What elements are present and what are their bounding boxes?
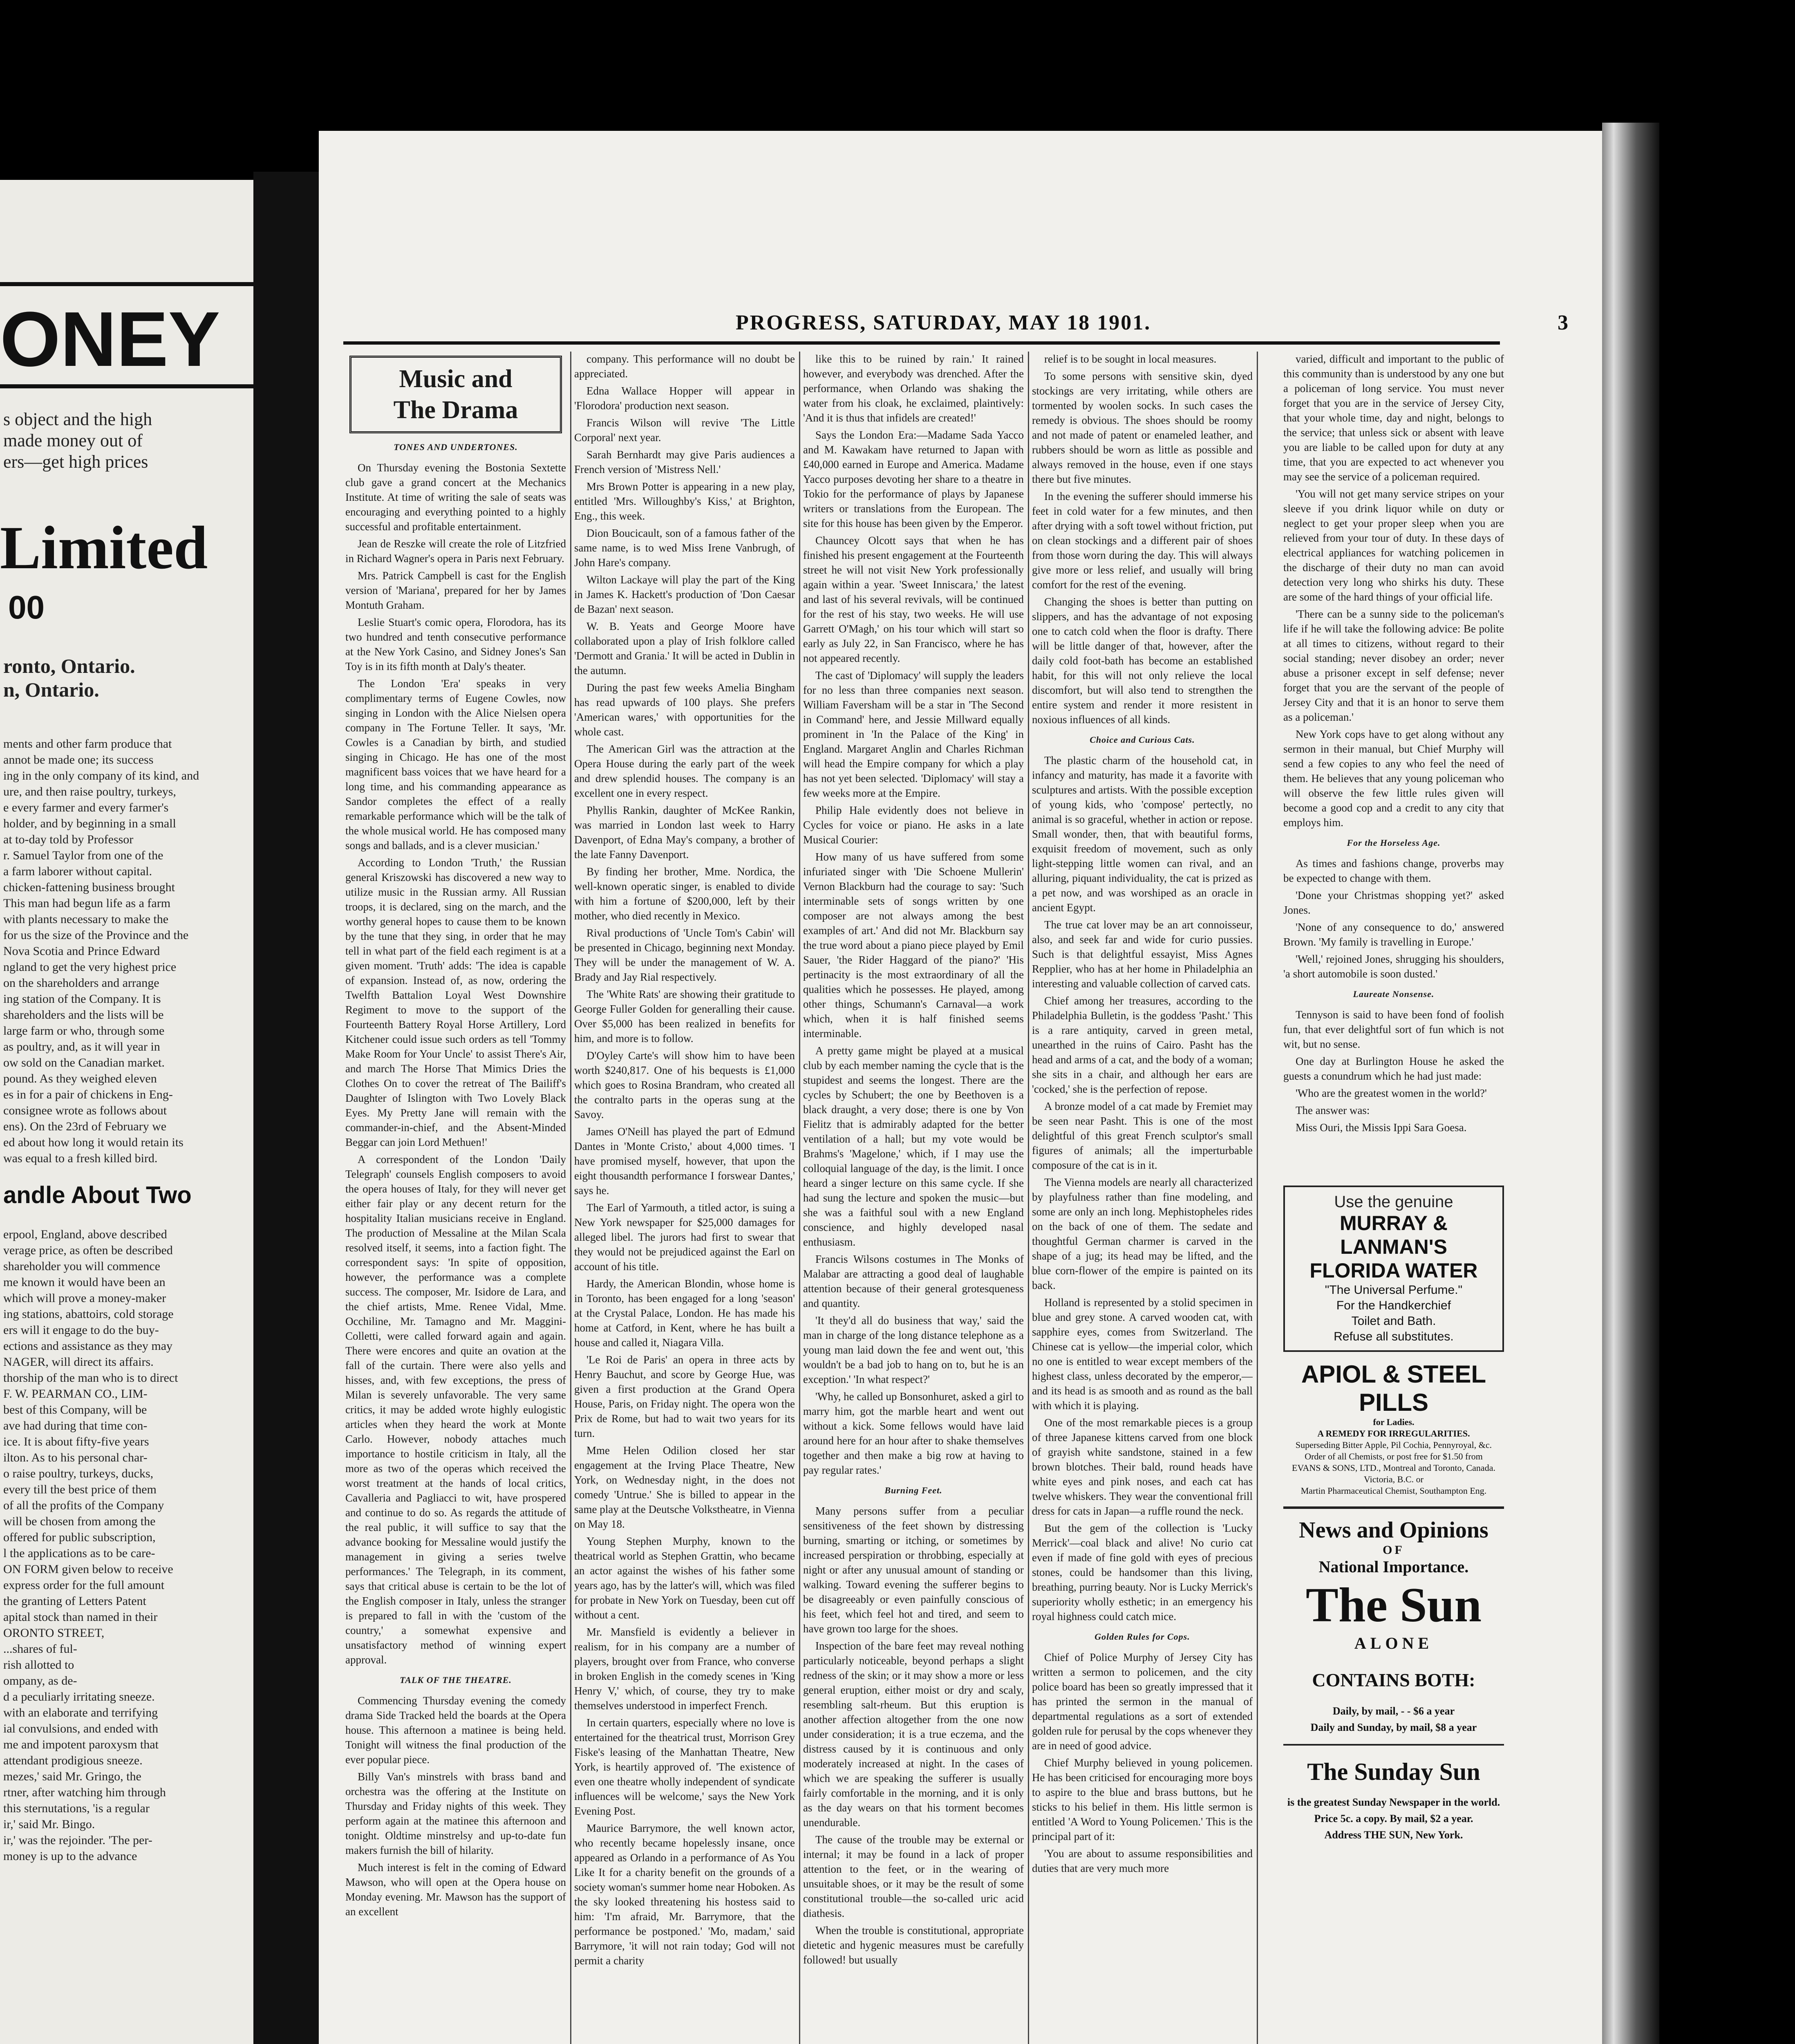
article-paragraph: 'None of any consequence to do,' answered Brown. 'My family is travelling in Europe.' — [1283, 921, 1504, 948]
column-1-articles — [345, 460, 566, 1667]
article-paragraph: varied, difficult and important to the public of this community than is understood by any one but a policeman of long service. You must never forget that you are in the service of Jersey City, that your whole time, day and night, belongs to the service; that unless sick or absent with leave you are liable to be called upon for duty at any time, that you are expected to act whenever you may see the service of a policeman required. — [1283, 353, 1504, 483]
cats-article — [1032, 753, 1253, 1624]
article-paragraph: 'There can be a sunny side to the policeman's life if he will take the following advice: Be polite at all times to citizens, without regard to their social standing; never disobey an order; never abuse a prisoner except in self defense; never forget that you are the servant of the people of Jersey City and that it is an honor to serve them as a policeman.' — [1283, 608, 1504, 723]
left-body-line: me known it would have been an — [3, 1275, 166, 1289]
left-body-line: d a peculiarly irritating sneeze. — [3, 1690, 155, 1703]
music-heading-line-1: Music and — [399, 365, 513, 393]
florida-ad-line-3: Refuse all substitutes. — [1334, 1330, 1454, 1343]
burning-feet-subhead: Burning Feet. — [884, 1485, 942, 1495]
column-4-articles — [1032, 352, 1253, 727]
article-paragraph: A pretty game might be played at a musical club by each member naming the cycle that is the stupidest and seems the longest. There are the cycles by Schubert; the one by Beethoven is a black draught, a very dose; there is one by Von Fielitz that is admirably adapted for the better ventilation of a hall; but my vote would be Brahms's 'Magelone,' which, if I may use the colloquial language of the day, is the limit. I once heard a singer lecture on this same cycle. If she had sung the lecture and spoken the music—but she was a faithful soul with a new England conscience, and highly developed nasal enthusiasm. — [803, 1044, 1024, 1248]
tones-subhead: TONES AND UNDERTONES. — [394, 442, 518, 452]
left-body-line: ORONTO STREET, — [3, 1626, 105, 1640]
left-body-line: money is up to the advance — [3, 1849, 137, 1863]
sun-divider — [1283, 1744, 1504, 1746]
left-body-line: at to-day told by Professor — [3, 833, 134, 846]
left-body-line: ments and other farm produce that — [3, 737, 172, 751]
article-paragraph: The Vienna models are nearly all characterized by playfulness rather than fine modeling, and some are only an inch long. Mephistopheles rides on the back of one of them. The sedate and thoughtful German charmer is carved in the shape of a jug; its head may be lifted, and the blue corn-flower of the empire is painted on its back. — [1032, 1176, 1253, 1291]
left-body-line: ir,' was the rejoinder. 'The per- — [3, 1833, 152, 1847]
left-body-line: the granting of Letters Patent — [3, 1594, 146, 1608]
article-paragraph: Dion Boucicault, son of a famous father of the same name, is to wed Miss Irene Vanbrugh, of John Hare's company. — [574, 527, 795, 569]
article-paragraph: Young Stephen Murphy, known to the theatrical world as Stephen Grattin, who became an actor against the wishes of his father some years ago, has by the latter's will, which was filed for probate in New York on Tuesday, been cut off without a cent. — [574, 1535, 795, 1621]
left-body-line: a farm laborer without capital. — [3, 865, 152, 878]
article-paragraph: A bronze model of a cat made by Fremiet may be seen near Pasht. This is one of the most delightful of this great French sculptor's small figures of animals; all the imperturbable composure of the cat is in it. — [1032, 1100, 1253, 1171]
left-body-line: ow sold on the Canadian market. — [3, 1056, 165, 1069]
article-paragraph: Phyllis Rankin, daughter of McKee Rankin, was married in London last week to Harry Davenport, of Edna May's company, a brother of the late Fanny Davenport. — [574, 804, 795, 861]
article-paragraph: Jean de Reszke will create the role of Litzfried in Richard Wagner's opera in Paris next February. — [345, 538, 566, 565]
left-body-line: as poultry, and, as it will year in — [3, 1040, 160, 1053]
left-body-line: verage price, as often be described — [3, 1244, 173, 1257]
left-body-line: ial convulsions, and ended with — [3, 1722, 159, 1735]
masthead-rule — [343, 341, 1500, 345]
article-paragraph: During the past few weeks Amelia Bingham has read upwards of 100 plays. She prefers 'American wares,' with opportunities for the whole cast. — [574, 681, 795, 738]
horseless-age-subhead: For the Horseless Age. — [1347, 838, 1441, 848]
left-body-line: pound. As they weighed eleven — [3, 1072, 157, 1085]
article-paragraph: The cause of the trouble may be external or internal; it may be found in a lack of proper attention to the feet, or in the wearing of unsuitable shoes, or it may be the result of some constitutional trouble—the so-called uric acid diathesis. — [803, 1833, 1024, 1919]
article-paragraph: Inspection of the bare feet may reveal nothing particularly noticeable, beyond perhaps a slight redness of the skin; or it may show a more or less general eruption, either moist or dry and scaly, resembling salt-rheum. But this eruption is another affection altogether from the one now under consideration; it is a true eczema, and the distress caused by it is continuous and only moderately increased at night. In the cases of which we are speaking the sufferer is usually fairly comfortable in the morning, and it is only as the day wears on that his torment becomes unendurable. — [803, 1640, 1024, 1829]
article-paragraph: Mrs Brown Potter is appearing in a new play, entitled 'Mrs. Willoughby's Kiss,' at Brighton, Eng., this week. — [574, 480, 795, 522]
article-paragraph: In the evening the sufferer should immerse his feet in cold water for a few minutes, and then after drying with a soft towel without friction, put on clean stockings and a different pair of shoes from those worn during the day. This will always give more or less relief, and usually will bring comfort for the rest of the evening. — [1032, 490, 1253, 591]
column-3-articles — [803, 352, 1024, 1477]
article-paragraph: Sarah Bernhardt may give Paris audiences a French version of 'Mistress Nell.' — [574, 448, 795, 475]
apiol-line-4: Martin Pharmaceutical Chemist, Southampton Eng. — [1300, 1486, 1487, 1496]
article-paragraph: Changing the shoes is better than putting on slippers, and has the advantage of not exposing one to catch cold when the floor is drafty. There will be little danger of that, however, after the daily cold foot-bath has become an established habit, for this will not only relieve the local discomfort, but will also tend to strengthen the entire system and render it more resistent in noxious influences of all kinds. — [1032, 596, 1253, 726]
sun-title: The Sun — [1305, 1578, 1482, 1632]
article-paragraph: Francis Wilsons costumes in The Monks of Malabar are attracting a good deal of laughable attention because of their general grotesqueness and quantity. — [803, 1253, 1024, 1309]
left-body-line: ections and assistance as they may — [3, 1339, 173, 1353]
florida-water-ad — [1283, 1186, 1504, 1352]
left-body-block-2 — [3, 1226, 248, 1864]
column-1 — [345, 352, 566, 2044]
page-edge — [1602, 123, 1659, 2044]
article-paragraph: 'It they'd all do business that way,' said the man in charge of the long distance telephone as a young man laid down the fee and went out, 'this wouldn't be a bad job to hang on to, but he is an exception.' 'In what respect?' — [803, 1314, 1024, 1385]
article-paragraph: According to London 'Truth,' the Russian general Kriszowski has discovered a new way to utilize music in the Russian army. All Russian troops, it is declared, sing on the march, and the worthy general hopes to cause them to be known by the tune that they sing, in order that he may tell in what part of the field each regiment is at a given moment. 'Truth' adds: 'The idea is capable of expansion. Instead of, as now, ordering the Twelfth Battalion Loyal West Downshire Regiment to move to the support of the Fourteenth Battery Royal Horse Artillery, Lord Kitchener could issue such orders as tell 'Tommy Make Room for Your Uncle' to assist There's Air, and march The Horse That Mimics Dries the Clothes On to cover the retreat of The Bailiff's Daughter of Islington with Two Lovely Black Eyes. My Pretty Jane will remain with the commander-in-chief, and the Absent-Minded Beggar can join Lord Methuen!' — [345, 856, 566, 1148]
article-paragraph: 'Le Roi de Paris' an opera in three acts by Henry Bauchut, and score by George Hue, was given a first production at the Grand Opera House, Paris, on Friday night. The opera won the Prix de Rome, but had to wait two years for its turn. — [574, 1354, 795, 1439]
article-paragraph: 'Well,' rejoined Jones, shrugging his shoulders, 'a short automobile is soon dusted.' — [1283, 953, 1504, 980]
left-limited: Limited — [0, 514, 208, 582]
masthead — [368, 311, 1569, 339]
article-paragraph: A correspondent of the London 'Daily Telegraph' counsels English composers to avoid the opera houses of Italy, for they will never get either fair play or any decent return for the hospitality Italian musicians receive in England. The production of Messaline at the Milan Scala resolved itself, it seems, into a faction fight. The correspondent says: 'In spite of opposition, however, the performance was a complete success. The composer, Mr. Isidore de Lara, and the chief artists, Mme. Renee Vidal, Mme. Occhiline, Mr. Tamagno and Mr. Maggini-Colletti, were called forward again and again. There were encores and quite an ovation at the fall of the curtain. There were also yells and hisses, and, with few exceptions, the press of Milan is severely unfavorable. The very same critics, it may be added wrote highly eulogistic articles when they heard the work at Monte Carlo. However, nobody attaches much importance to hostile criticism in Italy, all the more as two of the operas which received the worst treatment at the hands of local critics, Cavalleria and Pagliacci to wit, have prospered and continue to do so. As regards the attitude of the real public, it will suffice to say that the advance booking for Messaline would justify the management in giving a series twelve performances.' The Telegraph, in its comment, says that critical abuse is certain to be the lot of the English composer in Italy, unless the stranger is prepared to fall in with the 'custom of the country,' a somewhat expensive and unsatisfactory method of winning expert approval. — [345, 1153, 566, 1666]
left-body-line: ilton. As to his personal char- — [3, 1451, 148, 1464]
article-paragraph: James O'Neill has played the part of Edmund Dantes in 'Monte Cristo,' about 4,000 times. 'I have promised myself, however, that upon the eight thousandth performance I forswear Dantes,' says he. — [574, 1125, 795, 1197]
article-paragraph: The 'White Rats' are showing their gratitude to George Fuller Golden for generalling their cause. Over $5,000 has been realized in benefits for him, and more is to follow. — [574, 988, 795, 1044]
article-paragraph: Chief among her treasures, according to the Philadelphia Bulletin, is the goddess 'Pasht.' This is a rare antiquity, carved in green metal, unearthed in the ruins of Cairo. Pasht has the head and arms of a cat, and the body of a woman; she sits in a chair, and although her ears are 'cocked,' she is the perfection of repose. — [1032, 995, 1253, 1095]
column-2-articles — [574, 352, 795, 1968]
apiol-for-ladies: for Ladies. — [1373, 1417, 1415, 1427]
left-body-line: ure, and then raise poultry, turkeys, — [3, 785, 176, 798]
florida-ad-brand-2: FLORIDA WATER — [1309, 1259, 1478, 1282]
left-body-line: ave had during that time con- — [3, 1419, 148, 1432]
article-paragraph: like this to be ruined by rain.' It rained however, and everybody was drenched. After the performance, when Orlando was shaking the water from his cloak, he exclaimed, plaintively: 'And it is thus that infidels are created!' — [803, 353, 1024, 424]
column-3 — [803, 352, 1024, 2044]
article-paragraph: Mrs. Patrick Campbell is cast for the English version of 'Mariana', prepared for her by James Montuth Graham. — [345, 569, 566, 611]
left-place-2: n, Ontario. — [3, 678, 99, 701]
left-intro-2: made money out of — [3, 430, 143, 450]
golden-rules-subhead: Golden Rules for Cops. — [1094, 1632, 1190, 1642]
article-paragraph: The London 'Era' speaks in very complimentary terms of Eugene Cowles, now singing in London with the Alice Nielsen opera company in The Fortune Teller. It says, 'Mr. Cowles is a Canadian by birth, and studied singing in Chicago. He has one of the most magnificent bass voices that we have heard for a long time, and his commanding appearance as Sandor completes the effect of a really remarkable performance which will be the talk of the whole musical world. He has composed many songs and ballads, and is a clever musician.' — [345, 677, 566, 852]
music-drama-heading-box — [349, 356, 562, 433]
article-paragraph: Leslie Stuart's comic opera, Florodora, has its two hundred and tenth consecutive performance at the New York Casino, and Sidney Jones's San Toy is in its fifth month at Daly's theater. — [345, 616, 566, 672]
left-body-line: me and impotent paroxysm that — [3, 1738, 159, 1751]
article-paragraph: On Thursday evening the Bostonia Sextette club gave a grand concert at the Mechanics Institute. At time of writing the sale of seats was encouraging and everything pointed to a highly successful and profitable entertainment. — [345, 462, 566, 533]
article-paragraph: The Earl of Yarmouth, a titled actor, is suing a New York newspaper for $25,000 damages for alleged libel. The jurors had first to swear that they would not be prejudiced against the Earl on account of his title. — [574, 1201, 795, 1273]
florida-ad-line-1: For the Handkerchief — [1336, 1299, 1451, 1312]
left-body-line: annot be made one; its success — [3, 753, 154, 766]
left-body-line: ing station of the Company. It is — [3, 992, 161, 1006]
article-paragraph: Edna Wallace Hopper will appear in 'Florodora' production next season. — [574, 385, 795, 412]
article-paragraph: By finding her brother, Mme. Nordica, the well-known operatic singer, is enabled to divide with him a fortune of $200,000, left by their mother, who died recently in Mexico. — [574, 865, 795, 922]
article-paragraph: Says the London Era:—Madame Sada Yacco and M. Kawakam have returned to Japan with £40,000 earned in Europe and America. Madame Yacco purposes devoting her share to a theatre in Tokio for the performance of plays by Japanese writers or translations from the European. The site for this house has been given by the Emperor. — [803, 429, 1024, 529]
left-body-line: This man had begun life as a farm — [3, 896, 171, 910]
horseless-age-article — [1283, 856, 1504, 981]
sun-daily-sunday-price: Daily and Sunday, by mail, $8 a year — [1310, 1721, 1477, 1733]
left-body-line: thorship of the man who is to direct — [3, 1371, 178, 1385]
florida-ad-top: Use the genuine — [1334, 1193, 1453, 1211]
laureate-article — [1283, 1007, 1504, 1135]
sun-daily-price: Daily, by mail, - - $6 a year — [1332, 1705, 1455, 1717]
column-divider — [1257, 352, 1258, 2044]
left-body-line: shareholders and the lists will be — [3, 1008, 164, 1022]
laureate-subhead: Laureate Nonsense. — [1353, 989, 1435, 999]
left-body-line: was equal to a fresh killed bird. — [3, 1152, 158, 1165]
left-headline: ONEY — [0, 296, 220, 383]
article-paragraph: Chauncey Olcott says that when he has finished his present engagement at the Fourteenth street he will not visit New York professionally again within a year. 'Sweet Inniscara,' the latest and last of his several revivals, will be continued for the rest of his stay, two weeks. He will use Garrett O'Magh,' on his tour which will start so early as July 22, in San Francisco, where he has not appeared recently. — [803, 534, 1024, 664]
sunday-sun-price: Price 5c. a copy. By mail, $2 a year. — [1314, 1813, 1473, 1824]
article-paragraph: 'Who are the greatest women in the world?' — [1296, 1087, 1487, 1099]
article-paragraph: One of the most remarkable pieces is a group of three Japanese kittens carved from one block of grayish white sandstone, stained in a few brown blotches. Their bald, round heads have white eyes and pink noses, and each cat has twelve whiskers. They wear the conventional frill dress for cats in Japan—a ruffle round the neck. — [1032, 1416, 1253, 1517]
column-divider — [1028, 352, 1029, 2044]
sun-news-opinions: News and Opinions — [1299, 1517, 1488, 1543]
apiol-title: APIOL & STEEL PILLS — [1301, 1360, 1486, 1416]
talk-theatre-subhead: TALK OF THE THEATRE. — [400, 1675, 512, 1685]
left-body-line: ir,' said Mr. Bingo. — [3, 1818, 95, 1831]
column-2 — [574, 352, 795, 2044]
florida-ad-brand-1: MURRAY & LANMAN'S — [1340, 1212, 1448, 1258]
article-paragraph: How many of us have suffered from some infuriated singer with 'Die Schoene Mullerin' Vernon Blackburn had the courage to say: 'Such interminable sets of songs written by one composer are not always among the best examples of art.' And did not Mr. Blackburn say the true word about a piano piece played by Emil Sauer, 'the Rider Haggard of the piano?' 'His pertinacity is the most extraordinary of all the qualities which he possesses. He played, among other things, Schumann's Carnaval—a work which, when it is half finished seems interminable. — [803, 851, 1024, 1040]
left-body-line: ing in the only company of its kind, and — [3, 769, 199, 782]
left-body-line: for us the size of the Province and the — [3, 928, 189, 942]
burning-feet-article — [803, 1504, 1024, 1967]
article-paragraph: Much interest is felt in the coming of Edward Mawson, who will open at the Opera house on Monday evening. Mr. Mawson has the support of an excellent — [345, 1861, 566, 1918]
left-body-line: ...shares of ful- — [3, 1642, 77, 1656]
article-paragraph: The American Girl was the attraction at the Opera House during the early part of the week and drew splendid houses. The company is an excellent one in every respect. — [574, 743, 795, 799]
florida-ad-tagline: "The Universal Perfume." — [1325, 1283, 1463, 1297]
left-body-line: o raise poultry, turkeys, ducks, — [3, 1467, 154, 1480]
article-paragraph: Mme Helen Odilion closed her star engagement at the Irving Place Theatre, New York, on Wednesday night, in the does not comedy 'Untrue.' She is billed to appear in the same play at the Deutsche Volkstheatre, in Vienna on May 18. — [574, 1444, 795, 1530]
headline-rule — [0, 384, 253, 388]
ad-divider — [1283, 1506, 1504, 1509]
article-paragraph: One day at Burlington House he asked the guests a conundrum which he had just made: — [1283, 1055, 1504, 1082]
apiol-pills-ad — [1283, 1360, 1504, 1497]
article-paragraph: New York cops have to get along without any sermon in their manual, but Chief Murphy will send a few copies to any who feel the need of them. He believes that any young policeman who will observe the few little rules given will become a good cop and a credit to any city that employs him. — [1283, 728, 1504, 829]
apiol-remedy: A REMEDY FOR IRREGULARITIES. — [1317, 1428, 1470, 1439]
column-divider — [799, 352, 800, 2044]
article-paragraph: company. This performance will no doubt be appreciated. — [574, 353, 795, 380]
article-paragraph: Chief Murphy believed in young policemen. He has been criticised for encouraging more boys to aspire to the blue and brass buttons, but he sticks to his belief in them. His little sermon is entitled 'A Word to Young Policemen.' This is the principal part of it: — [1032, 1757, 1253, 1842]
sunday-sun-address: Address THE SUN, New York. — [1324, 1829, 1463, 1841]
left-body-line: apital stock than named in their — [3, 1610, 158, 1624]
left-oo: 00 — [8, 589, 45, 625]
sunday-sun-title: The Sunday Sun — [1307, 1758, 1480, 1785]
apiol-line-2: Order of all Chemists, or post free for $1.50 from — [1305, 1451, 1483, 1461]
left-place-1: ronto, Ontario. — [3, 654, 135, 677]
page-number: 3 — [1558, 311, 1569, 334]
article-paragraph: The true cat lover may be an art connoisseur, also, and seek far and wide for curio pussies. Such is that delightful essayist, Miss Agnes Repplier, who has at her home in Philadelphia an interesting and valuable collection of carved cats. — [1032, 919, 1253, 990]
the-sun-ad — [1283, 1517, 1504, 1843]
left-body-line: shareholder you will commence — [3, 1260, 161, 1273]
article-paragraph: Wilton Lackaye will play the part of the King in James K. Hackett's production of 'Don Caesar de Bazan' next season. — [574, 574, 795, 615]
left-body-line: will be chosen from among the — [3, 1515, 156, 1528]
article-paragraph: Hardy, the American Blondin, whose home is in Toronto, has been engaged for a long 'season' at the Crystal Palace, London. He has made his home at Catford, in Kent, where he has built a house and called it, Niagara Villa. — [574, 1278, 795, 1349]
article-paragraph: D'Oyley Carte's will show him to have been worth $240,817. One of his bequests is £1,000 which goes to Rosina Brandram, who created all the contralto parts in the operas sung at the Savoy. — [574, 1049, 795, 1121]
sun-national: National Importance. — [1318, 1558, 1469, 1576]
left-body-line: erpool, England, above described — [3, 1228, 167, 1241]
article-paragraph: To some persons with sensitive skin, dyed stockings are very irritating, while others are tormented by woolen socks. In such cases the remedy is obvious. The shoes should be roomy and not made of patent or enameled leather, and rubbers should be worn as little as possible and always removed in the house, even if one stays there but five minutes. — [1032, 370, 1253, 485]
article-paragraph: Mr. Mansfield is evidently a believer in realism, for in his company are a number of players, brought over from France, who converse in broken English in the comedy scenes in 'King Henry V,' which, of course, they try to make themselves understood in imperfect French. — [574, 1626, 795, 1712]
column-5 — [1283, 352, 1504, 1177]
left-body-line: chicken-fattening business brought — [3, 881, 175, 894]
apiol-line-3: EVANS & SONS, LTD., Montreal and Toronto, Canada. Victoria, B.C. or — [1292, 1463, 1495, 1484]
left-page-fragment — [0, 180, 253, 2044]
article-paragraph: Tennyson is said to have been fond of foolish fun, that ever delightful sort of fun which is not wit, but no sense. — [1283, 1009, 1504, 1050]
left-intro-1: s object and the high — [3, 409, 152, 429]
article-paragraph: In certain quarters, especially where no love is entertained for the theatrical trust, Morrison Grey Fiske's leasing of the Manhattan Theatre, New York, is heartily approved of. 'The existence of even one theatre wholly independent of syndicate influences will be welcome,' says the New York Evening Post. — [574, 1717, 795, 1817]
column-4 — [1032, 352, 1253, 2044]
golden-rules-article — [1032, 1650, 1253, 1876]
column-1-theatre-articles — [345, 1693, 566, 1919]
left-body-line: mezes,' said Mr. Gringo, the — [3, 1770, 141, 1783]
article-paragraph: The answer was: — [1296, 1104, 1370, 1116]
left-body-line: large farm or who, through some — [3, 1024, 165, 1038]
article-paragraph: But the gem of the collection is 'Lucky Merrick'—coal black and alive! No curio cat even if made of fine gold with eyes of precious stones, could be handsomer than this living, breathing, purring beauty. Nor is Lucky Merrick's superiority wholly esthetic; in an emergency his royal highness could catch mice. — [1032, 1522, 1253, 1623]
top-rule — [0, 282, 253, 286]
left-body-line: of all the profits of the Company — [3, 1499, 164, 1512]
sun-alone: ALONE — [1354, 1634, 1433, 1652]
left-body-line: ers will it engage to do the buy- — [3, 1323, 159, 1337]
sun-of: OF — [1383, 1543, 1405, 1557]
left-body-line: es in for a pair of chickens in Eng- — [3, 1088, 173, 1101]
left-body-block-1 — [3, 736, 248, 1166]
article-paragraph: As times and fashions change, proverbs may be expected to change with them. — [1283, 857, 1504, 884]
article-paragraph: relief is to be sought in local measures. — [1044, 353, 1217, 365]
left-body-line: offered for public subscription, — [3, 1531, 156, 1544]
left-body-line: every till the best price of them — [3, 1483, 157, 1496]
article-paragraph: 'Done your Christmas shopping yet?' asked Jones. — [1283, 889, 1504, 916]
florida-ad-line-2: Toilet and Bath. — [1351, 1314, 1436, 1328]
article-paragraph: Many persons suffer from a peculiar sensitiveness of the feet shown by distressing burning, smarting or itching, or sometimes by increased perspiration or throbbing, especially at night or after any unusual amount of standing or walking. Toward evening the sufferer begins to be disagreeably or even painfully conscious of his feet, which feel hot and tired, and seem to have grown too large for the shoes. — [803, 1505, 1024, 1635]
sun-contains: CONTAINS BOTH: — [1312, 1670, 1475, 1690]
article-paragraph: 'Why, he called up Bonsonhuret, asked a girl to marry him, got the marble heart and went out without a kick. Some fellows would have laid around here for an hour after to shake themselves together and then make a big row at having to pay regular rates.' — [803, 1390, 1024, 1476]
article-paragraph: Francis Wilson will revive 'The Little Corporal' next year. — [574, 417, 795, 444]
apiol-line-1: Superseding Bitter Apple, Pil Cochia, Pennyroyal, &c. — [1295, 1440, 1492, 1450]
article-paragraph: Commencing Thursday evening the comedy drama Side Tracked held the boards at the Opera house. This afternoon a matinee is being held. Tonight will witness the final production of the ever popular piece. — [345, 1694, 566, 1766]
left-body-line: rish allotted to — [3, 1658, 74, 1672]
left-body-line: ing stations, abattoirs, cold storage — [3, 1307, 174, 1321]
column-5-articles — [1283, 352, 1504, 830]
page-gutter — [253, 172, 319, 2044]
article-paragraph: Chief of Police Murphy of Jersey City has written a sermon to policemen, and the city police board has been so greatly impressed that it has printed the sermon in the manual of departmental regulations as a sort of extended golden rule for perusal by the cops whenever they are in need of good advice. — [1032, 1651, 1253, 1752]
masthead-title: PROGRESS, SATURDAY, MAY 18 1901. — [736, 311, 1151, 334]
music-heading-line-2: The Drama — [393, 396, 518, 424]
article-paragraph: Rival productions of 'Uncle Tom's Cabin' will be presented in Chicago, beginning next Monday. They will be under the management of W. A. Brady and Jay Rial respectively. — [574, 927, 795, 983]
left-body-line: ed about how long it would retain its — [3, 1136, 184, 1149]
left-body-line: with an elaborate and terrifying — [3, 1706, 158, 1719]
left-body-line: ice. It is about fifty-five years — [3, 1435, 149, 1448]
left-body-line: NAGER, will direct its affairs. — [3, 1355, 154, 1369]
left-body-line: ON FORM given below to receive — [3, 1562, 173, 1576]
article-paragraph: 'You will not get many service stripes on your sleeve if you drink liquor while on duty or neglect to get your proper sleep when you are relieved from your tour of duty. In these days of electrical appliances for watching policemen in the discharge of their duty no man can avoid detection very long who shirks his duty. These are some of the hard things of your official life. — [1283, 488, 1504, 603]
article-paragraph: The cast of 'Diplomacy' will supply the leaders for no less than three companies next season. William Faversham will be a star in 'The Second in Command' here, and Jessie Millward equally prominent in 'In the Palace of the King' in England. Margaret Anglin and Charles Richman will head the Empire company for which a play has not yet been selected. 'Diplomacy' will stay a few weeks more at the Empire. — [803, 669, 1024, 799]
left-body-line: ompany, as de- — [3, 1674, 77, 1688]
advertisements-column — [1283, 1186, 1504, 2044]
left-handle-heading: andle About Two — [3, 1182, 192, 1208]
left-body-line: with plants necessary to make the — [3, 912, 169, 926]
article-paragraph: 'You are about to assume responsibilities and duties that are very much more — [1032, 1847, 1253, 1874]
article-paragraph: W. B. Yeats and George Moore have collaborated upon a play of Irish folklore called 'Dermott and Grania.' It will be acted in Dublin in the autumn. — [574, 620, 795, 677]
left-body-line: holder, and by beginning in a small — [3, 817, 176, 830]
left-body-line: express order for the full amount — [3, 1578, 165, 1592]
cats-subhead: Choice and Curious Cats. — [1090, 735, 1195, 745]
sunday-sun-greatest: is the greatest Sunday Newspaper in the world. — [1287, 1796, 1500, 1808]
left-body-line: Nova Scotia and Prince Edward — [3, 944, 160, 958]
left-body-line: rtner, after watching him through — [3, 1786, 166, 1799]
article-paragraph: Philip Hale evidently does not believe in Cycles for voice or piano. He asks in a late Musical Courier: — [803, 804, 1024, 846]
article-paragraph: Maurice Barrymore, the well known actor, who recently became hopelessly insane, once appeared as Orlando in a performance of As You Like It for a charity benefit on the grounds of a society woman's summer home near Hoboken. As the sky looked threatening his hostess said to him: 'I'm afraid, Mr. Barrymore, that the performance be postponed.' 'Mo, madam,' said Barrymore, 'it will not rain today; God will not permit a charity — [574, 1822, 795, 1967]
left-body-line: this sternutations, 'is a regular — [3, 1802, 150, 1815]
left-body-line: best of this Company, will be — [3, 1403, 147, 1416]
left-body-line: ens). On the 23rd of February we — [3, 1120, 167, 1133]
left-body-line: on the shareholders and arrange — [3, 976, 159, 990]
left-body-line: e every farmer and every farmer's — [3, 801, 169, 814]
left-intro-3: ers—get high prices — [3, 452, 148, 472]
left-body-line: l the applications as to be care- — [3, 1546, 155, 1560]
left-body-line: F. W. PEARMAN CO., LIM- — [3, 1387, 148, 1401]
column-divider — [570, 352, 571, 2044]
article-paragraph: The plastic charm of the household cat, in infancy and maturity, has made it a favorite with sculptures and artists. With the possible exception of young kids, who 'compose' pertectly, no animal is so graceful, whether in action or repose. Small wonder, then, that with beautiful forms, exquisit freedom of movement, such as only light-stepping little women can rival, and an alluring, piquant individuality, the cat is prized as a pet now, and was worshiped as an oracle in ancient Egypt. — [1032, 754, 1253, 914]
article-paragraph: Miss Ouri, the Missis Ippi Sara Goesa. — [1296, 1121, 1467, 1134]
article-paragraph: When the trouble is constitutional, appropriate dietetic and hygenic measures must be carefully followed! but usually — [803, 1924, 1024, 1966]
article-paragraph: Billy Van's minstrels with brass band and orchestra was the offering at the Institute on Thursday and Friday nights of this week. They perform again at the matinee this afternoon and tonight. Oldtime minstrelsy and up-to-date fun makers furnish the bill of hilarity. — [345, 1771, 566, 1856]
left-body-line: attendant prodigious sneeze. — [3, 1754, 143, 1767]
left-body-line: r. Samuel Taylor from one of the — [3, 849, 163, 862]
article-paragraph: Holland is represented by a stolid specimen in blue and grey stone. A carved wooden cat, with sapphire eyes, comes from Switzerland. The Chinese cat is yellow—the imperial color, which no one is entitled to wear except members of the highest class, unless decorated by the emperor,—and its head is as smooth and as round as the ball with which it is playing. — [1032, 1296, 1253, 1412]
left-body-line: consignee wrote as follows about — [3, 1104, 167, 1117]
left-body-line: which will prove a money-maker — [3, 1291, 166, 1305]
left-body-line: ngland to get the very highest price — [3, 960, 177, 974]
